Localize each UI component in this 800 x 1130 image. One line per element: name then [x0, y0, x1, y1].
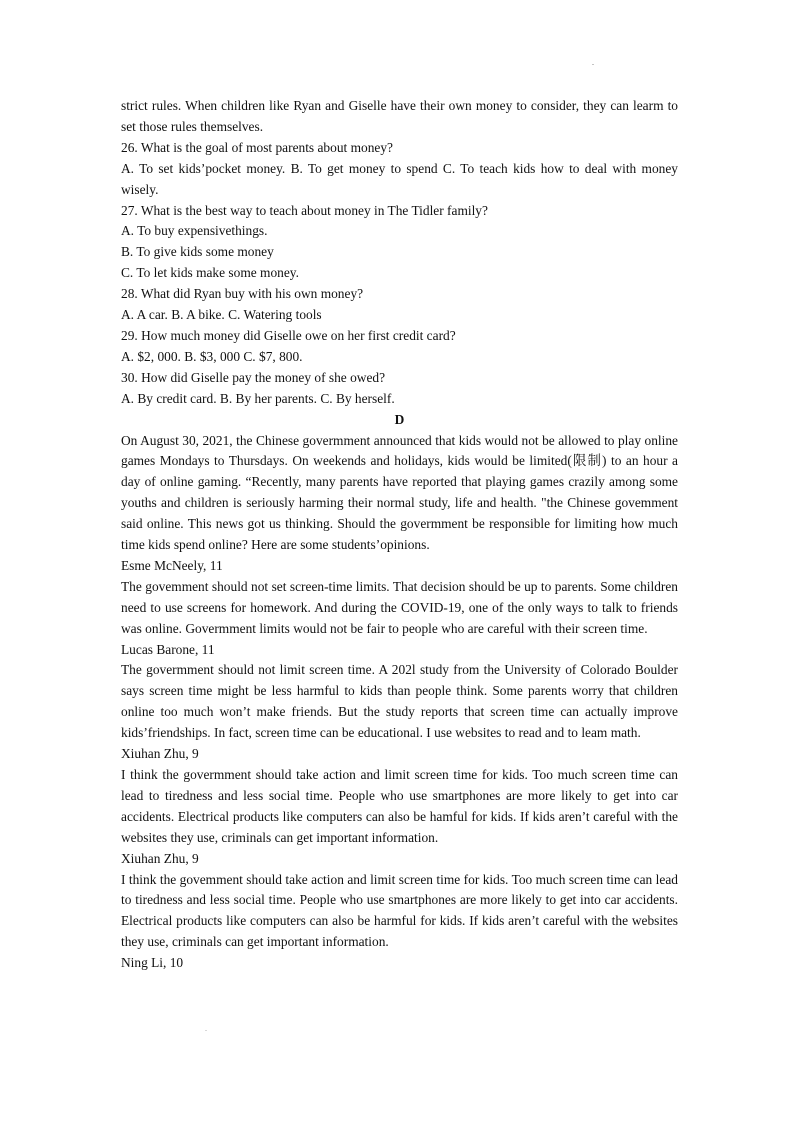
opinion-4: [121, 849, 678, 954]
question-option-a: A. To buy expensivethings.: [121, 223, 268, 239]
question-29: [121, 326, 678, 368]
question-27: [121, 201, 678, 285]
opinion-1: [121, 556, 678, 640]
opinion-author: Ning Li, 10: [121, 955, 184, 971]
opinion-2: [121, 640, 678, 745]
opinion-text: I think the govemment should take action and limit screen time for kids. Too much screen time can lead to tiredness and less social time. People who use smartphones are more likely to get into car accidents. Electrical products like computers can also be harmful for kids. If kids aren’t careful with the websites they use, criminals can get important information.: [121, 871, 678, 950]
question-text: 26. What is the goal of most parents about money?: [121, 139, 393, 155]
question-text: 30. How did Giselle pay the money of she owed?: [121, 369, 386, 385]
section-heading: D: [394, 411, 405, 427]
question-28: [121, 284, 678, 326]
question-26: [121, 138, 678, 201]
page-content: [121, 96, 678, 974]
opinion-5: [121, 953, 678, 974]
opinion-author: Xiuhan Zhu, 9: [121, 746, 199, 762]
passage-c-ending: strict rules. When children like Ryan and Giselle have their own money to consider, they can learm to set those rules themselves.: [121, 98, 678, 134]
opinion-text: The govermment should not limit screen time. A 202l study from the University of Colorado Boulder says screen time might be less harmful to kids than people think. Some parents worry that children online too much won’t make friends. But the study reports that screen time can actually improve kids’friendships. In fact, screen time can be educational. I use websites to read and to leam math.: [121, 662, 678, 741]
page-mark-top: .: [592, 58, 594, 67]
opinion-author: Esme McNeely, 11: [121, 557, 223, 573]
opinion-text: I think the govermment should take action and limit screen time for kids. Too much screen time can lead to tiredness and less social time. People who use smartphones are more likely to get into car accidents. Electrical products like computers can also be hamful for kids. If kids aren’t careful with the websites they use, criminals can get important information.: [121, 767, 678, 845]
opinion-author: Xiuhan Zhu, 9: [121, 850, 199, 866]
question-options: A. $2, 000. B. $3, 000 C. $7, 800.: [121, 348, 303, 364]
question-option-b: B. To give kids some money: [121, 244, 274, 260]
opinion-author: Lucas Barone, 11: [121, 641, 215, 657]
question-options: A. A car. B. A bike. C. Watering tools: [121, 307, 322, 323]
question-30: [121, 368, 678, 410]
opinion-text: The govemment should not set screen-time limits. That decision should be up to parents. Some children need to use screens for homework. And during the COVID-19, one of the only ways to talk to friends was online. Govermment limits would not be fair to people who are careful with their screen time.: [121, 578, 678, 636]
section-intro: On August 30, 2021, the Chinese govermment announced that kids would not be allowed to play online games Mondays to Thursdays. On weekends and holidays, kids would be limited(限制) to an hour a day of online gaming. “Recently, many parents have reported that playing games crazily among some youths and children is seriously harming their normal study, life and health. "the Chinese govemment said online. This news got us thinking. Should the govermment be responsible for limiting how much time kids spend online? Here are some students’opinions.: [121, 432, 678, 553]
question-option-c: C. To let kids make some money.: [121, 265, 299, 281]
question-text: 29. How much money did Giselle owe on her first credit card?: [121, 327, 456, 343]
question-text: 28. What did Ryan buy with his own money?: [121, 286, 364, 302]
question-options: A. By credit card. B. By her parents. C. By herself.: [121, 390, 395, 406]
opinion-3: [121, 744, 678, 849]
page-mark-bottom: .: [205, 1024, 207, 1033]
question-text: 27. What is the best way to teach about money in The Tidler family?: [121, 202, 488, 218]
question-options: A. To set kids’pocket money. B. To get money to spend C. To teach kids how to deal with money wisely.: [121, 160, 678, 197]
